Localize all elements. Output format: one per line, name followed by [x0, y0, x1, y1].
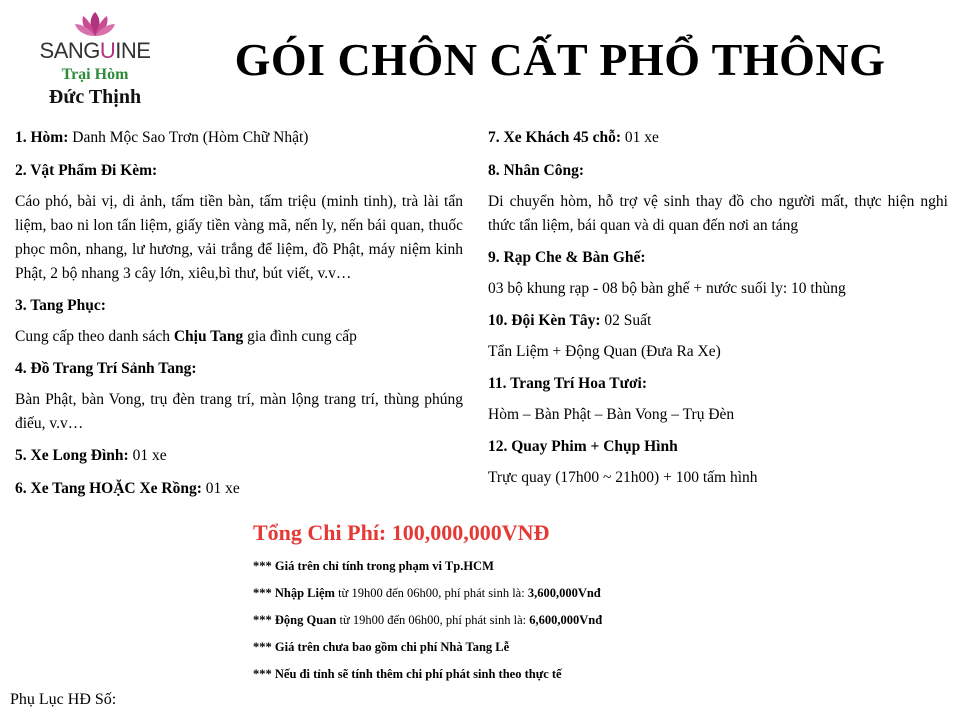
- total-cost: Tổng Chi Phí: 100,000,000VNĐ: [253, 520, 550, 545]
- right-column: [488, 124, 948, 496]
- item-4-desc: Bàn Phật, bàn Vong, trụ đèn trang trí, màn lộng trang trí, thùng phúng điếu, v.v…: [15, 391, 463, 432]
- left-column: [15, 124, 463, 508]
- note-2: *** Nhập Liệm từ 19h00 đến 06h00, phí phát sinh là: 3,600,000Vnđ: [253, 586, 601, 600]
- item-9-desc: 03 bộ khung rạp - 08 bộ bàn ghế + nước suối ly: 10 thùng: [488, 280, 846, 297]
- note-1: *** Giá trên chỉ tính trong phạm vi Tp.HCM: [253, 559, 494, 573]
- item-11-heading: 11. Trang Trí Hoa Tươi:: [488, 375, 647, 392]
- item-2-desc: Cáo phó, bài vị, di ảnh, tấm tiền bàn, tấm triệu (minh tinh), trà lài tẩn liệm, bao ni lon tẩn liệm, giấy tiền vàng mã, nến ly, nến bái quan, thuốc phọc môn, nhang, lư hương, vải trắng để liệm, đồ Phật, máy niệm kinh Phật, 2 bộ nhang 3 cây lớn, xiêu,bì thư, bút viết, v.v…: [15, 193, 463, 282]
- notes: [253, 553, 953, 688]
- item-10: 10. Đội Kèn Tây: 02 Suất: [488, 312, 652, 329]
- note-4: *** Giá trên chưa bao gồm chi phí Nhà Tang Lễ: [253, 640, 510, 654]
- page-title: GÓI CHÔN CẤT PHỔ THÔNG: [234, 34, 886, 85]
- item-5: 5. Xe Long Đình: 01 xe: [15, 447, 167, 464]
- logo-subtitle-1: Trại Hòm: [61, 66, 129, 83]
- note-5: *** Nếu đi tỉnh sẽ tính thêm chi phí phát sinh theo thực tế: [253, 667, 562, 681]
- item-4-heading: 4. Đồ Trang Trí Sảnh Tang:: [15, 360, 197, 377]
- item-6: 6. Xe Tang HOẶC Xe Rồng: 01 xe: [15, 480, 240, 497]
- item-12-desc: Trực quay (17h00 ~ 21h00) + 100 tấm hình: [488, 469, 758, 486]
- contract-appendix-label: Phụ Lục HĐ Số:: [10, 691, 117, 708]
- item-7: 7. Xe Khách 45 chỗ: 01 xe: [488, 129, 659, 146]
- item-2-heading: 2. Vật Phẩm Đi Kèm:: [15, 162, 158, 179]
- item-3-heading: 3. Tang Phục:: [15, 297, 106, 314]
- logo: [20, 10, 170, 108]
- item-3-desc: Cung cấp theo danh sách Chịu Tang gia đình cung cấp: [15, 328, 357, 345]
- item-9-heading: 9. Rạp Che & Bàn Ghế:: [488, 249, 646, 266]
- logo-subtitle-2: Đức Thịnh: [48, 86, 142, 108]
- item-8-desc: Di chuyển hòm, hỗ trợ vệ sinh thay đồ cho người mất, thực hiện nghi thức tẩn liệm, bái quan và di quan đến nơi an táng: [488, 193, 948, 234]
- lotus-icon: [75, 10, 115, 38]
- item-12-heading: 12. Quay Phim + Chụp Hình: [488, 438, 678, 455]
- item-11-desc: Hòm – Bàn Phật – Bàn Vong – Trụ Đèn: [488, 406, 735, 423]
- item-8-heading: 8. Nhân Công:: [488, 162, 585, 179]
- item-1: 1. Hòm: Danh Mộc Sao Trơn (Hòm Chữ Nhật): [15, 129, 309, 146]
- item-10-desc: Tẩn Liệm + Động Quan (Đưa Ra Xe): [488, 343, 721, 360]
- note-3: *** Động Quan từ 19h00 đến 06h00, phí phát sinh là: 6,600,000Vnđ: [253, 613, 603, 627]
- brand-name: SANGUINE: [39, 38, 151, 63]
